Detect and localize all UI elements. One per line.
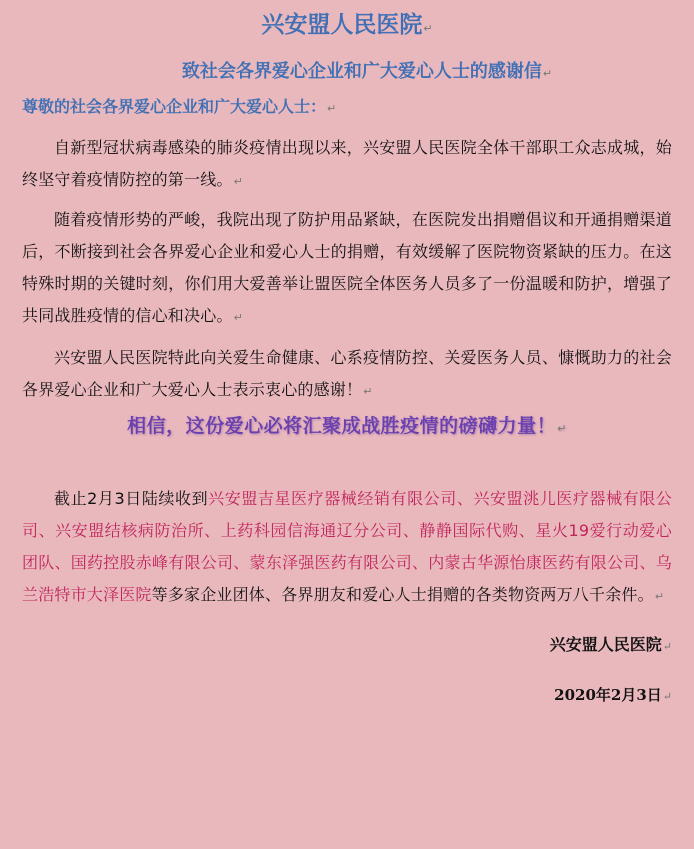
donor-separator: 、 [639,553,656,572]
donor-separator: 、 [456,489,474,508]
donor-separator: 、 [204,521,221,540]
slogan-text: 相信，这份爱心必将汇聚成战胜疫情的磅礴力量！ [127,415,557,437]
letter-date-text: 2020年2月3日 [554,686,662,704]
letter-date [22,681,672,711]
paragraph-1-text: 自新型冠状病毒感染的肺炎疫情出现以来，兴安盟人民医院全体干部职工众志成城，始终坚守着疫情防控的第一线。 [22,138,672,189]
paragraph-4-outro: 等多家企业团体、各界朋友和爱心人士捐赠的各类物资两万八千余件。 [151,585,654,604]
donor-separator: 、 [402,521,420,540]
paragraph-2 [22,204,672,334]
letter-subtitle-text: 致社会各界爱心企业和广大爱心人士的感谢信 [181,61,542,82]
paragraph-3-text: 兴安盟人民医院特此向关爱生命健康、心系疫情防控、关爱医务人员、慷慨助力的社会各界爱心企业和广大爱心人士表示衷心的感谢！ [22,348,672,399]
salutation [22,94,672,122]
donor-name: 蒙东泽强医药有限公司 [249,553,412,572]
paragraph-mark-icon: ↵ [654,590,665,603]
paragraph-2-text: 随着疫情形势的严峻，我院出现了防护用品紧缺，在医院发出捐赠倡议和开通捐赠渠道后，不断接到社会各界爱心企业和爱心人士的捐赠，有效缓解了医院物资紧缺的压力。在这特殊时期的关键时刻，你们用大爱善举让盟医院全体医务人员多了一份温暖和防护，增强了共同战胜疫情的信心和决心。 [22,210,672,325]
donor-name: 星火19爱行动爱心团队 [22,521,673,572]
paragraph-mark-icon: ↵ [662,690,672,703]
donor-separator: 、 [412,553,429,572]
donor-name: 静静国际代购 [419,521,519,540]
salutation-text: 尊敬的社会各界爱心企业和广大爱心人士： [22,97,327,116]
paragraph-mark-icon: ↵ [233,175,244,188]
signature [22,631,672,661]
donor-name: 上药科园信海通辽分公司 [220,521,403,540]
hospital-title-text: 兴安盟人民医院 [261,12,423,38]
donor-separator: 、 [54,553,71,572]
paragraph-4-donors [22,483,672,613]
donor-name: 乌兰浩特市大泽医院 [22,553,672,604]
signature-text: 兴安盟人民医院 [549,635,662,654]
paragraph-mark-icon: ↵ [233,311,244,324]
letter-subtitle [22,58,672,88]
donor-name: 国药控股赤峰有限公司 [70,553,234,572]
donor-name: 内蒙古华源怡康医药有限公司 [428,553,640,572]
donor-name: 兴安盟洮儿医疗器械有限公司 [22,489,673,540]
slogan [22,410,672,445]
paragraph-mark-icon: ↵ [363,385,373,398]
donor-separator: 、 [518,521,536,540]
paragraph-1 [22,132,672,198]
donor-separator: 、 [233,553,250,572]
paragraph-mark-icon: ↵ [557,422,567,435]
paragraph-mark-icon: ↵ [423,22,433,35]
paragraph-3 [22,342,672,408]
paragraph-mark-icon: ↵ [662,640,672,653]
paragraph-4-intro: 截止2月3日陆续收到 [54,489,209,508]
donor-separator: 、 [38,521,56,540]
donor-name: 兴安盟结核病防治所 [55,521,205,540]
paragraph-mark-icon: ↵ [542,67,553,80]
paragraph-mark-icon: ↵ [327,102,337,115]
donor-name: 兴安盟吉星医疗器械经销有限公司 [208,489,457,508]
hospital-title [22,8,672,46]
